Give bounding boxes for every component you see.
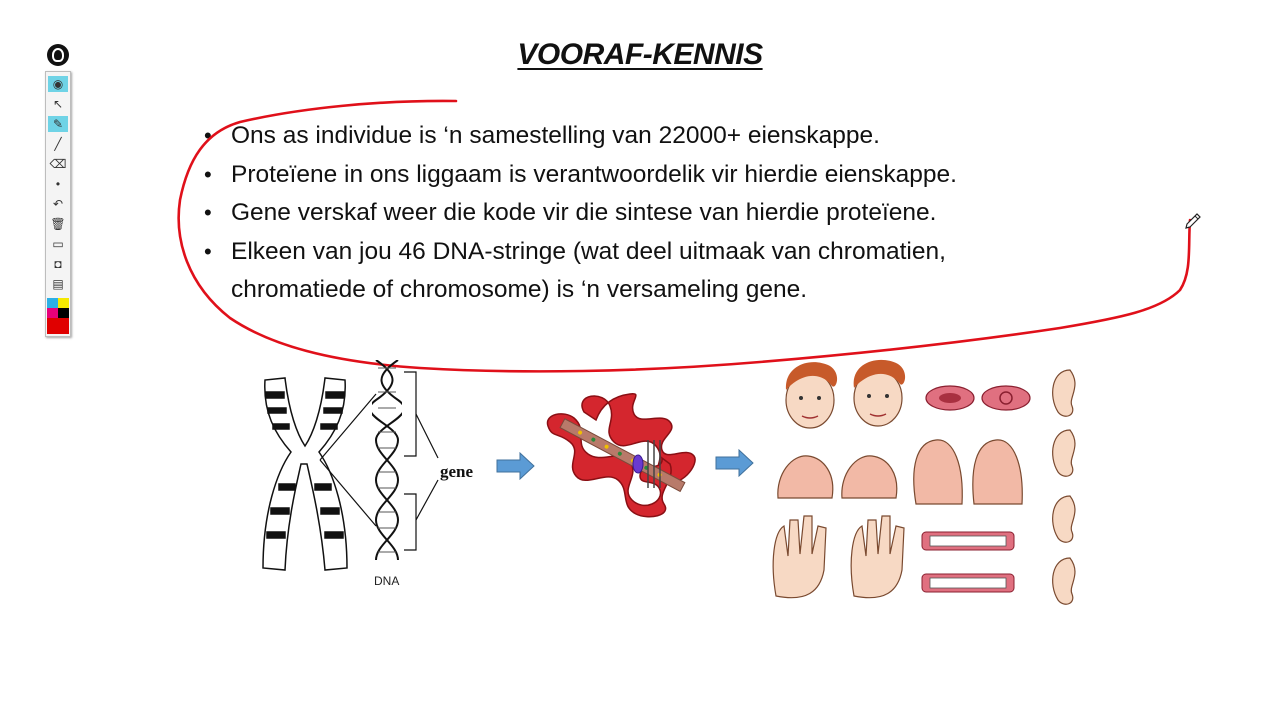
pen-cursor-icon	[1184, 209, 1204, 229]
teeth-icon	[922, 532, 1014, 592]
color-swatch-blue[interactable]	[47, 298, 58, 308]
trash-icon[interactable]: 🗑	[50, 217, 66, 231]
face-freckles-icon	[786, 362, 837, 428]
traits-illustration	[770, 356, 1088, 612]
dna-label: DNA	[374, 574, 400, 588]
bullet-item: • Ons as individue is ‘n samestelling van 22000+ eienskappe.	[204, 117, 1134, 156]
bullet-item: • Elkeen van jou 46 DNA-stringe (wat deel uitmaak van chromatien,	[204, 233, 1134, 272]
arrow-right-icon	[715, 449, 755, 477]
protein-illustration	[544, 392, 700, 520]
eye-icon[interactable]: ◉	[48, 76, 68, 92]
bullet-continuation: chromatiede of chromosome) is ‘n versameling gene.	[231, 276, 808, 304]
clipboard-icon[interactable]: ▤	[52, 277, 64, 291]
color-swatch-magenta[interactable]	[47, 308, 58, 318]
toolbar-logo-icon[interactable]	[47, 44, 69, 66]
toolbar-panel	[45, 71, 71, 337]
color-swatch-black[interactable]	[58, 308, 69, 318]
dna-helix-illustration	[372, 360, 402, 572]
bullet-item: • Gene verskaf weer die kode vir die sintese van hierdie proteïene.	[204, 194, 1134, 233]
pen-icon[interactable]: ✎	[48, 116, 68, 132]
connector-lines	[318, 390, 380, 530]
slide-title: VOORAF-KENNIS	[517, 38, 763, 71]
gene-label: gene	[440, 462, 474, 481]
eraser-icon[interactable]: ⌫	[49, 157, 67, 171]
color-swatch-yellow[interactable]	[58, 298, 69, 308]
pointer-icon[interactable]: ↖	[52, 97, 64, 111]
line-icon[interactable]: ╱	[54, 137, 62, 151]
dot-icon[interactable]: •	[55, 177, 61, 191]
color-swatch-red[interactable]	[47, 318, 69, 334]
bullet-item: • Proteïene in ons liggaam is verantwoordelik vir hierdie eienskappe.	[204, 156, 1134, 195]
gene-brackets	[402, 370, 442, 560]
arrow-right-icon	[496, 452, 536, 480]
undo-icon[interactable]: ↶	[52, 197, 64, 211]
camera-icon[interactable]: ◘	[54, 257, 62, 271]
face-no-freckles-icon	[854, 360, 905, 426]
lips-icon	[926, 386, 1030, 410]
screen-icon[interactable]: ▭	[52, 237, 64, 251]
